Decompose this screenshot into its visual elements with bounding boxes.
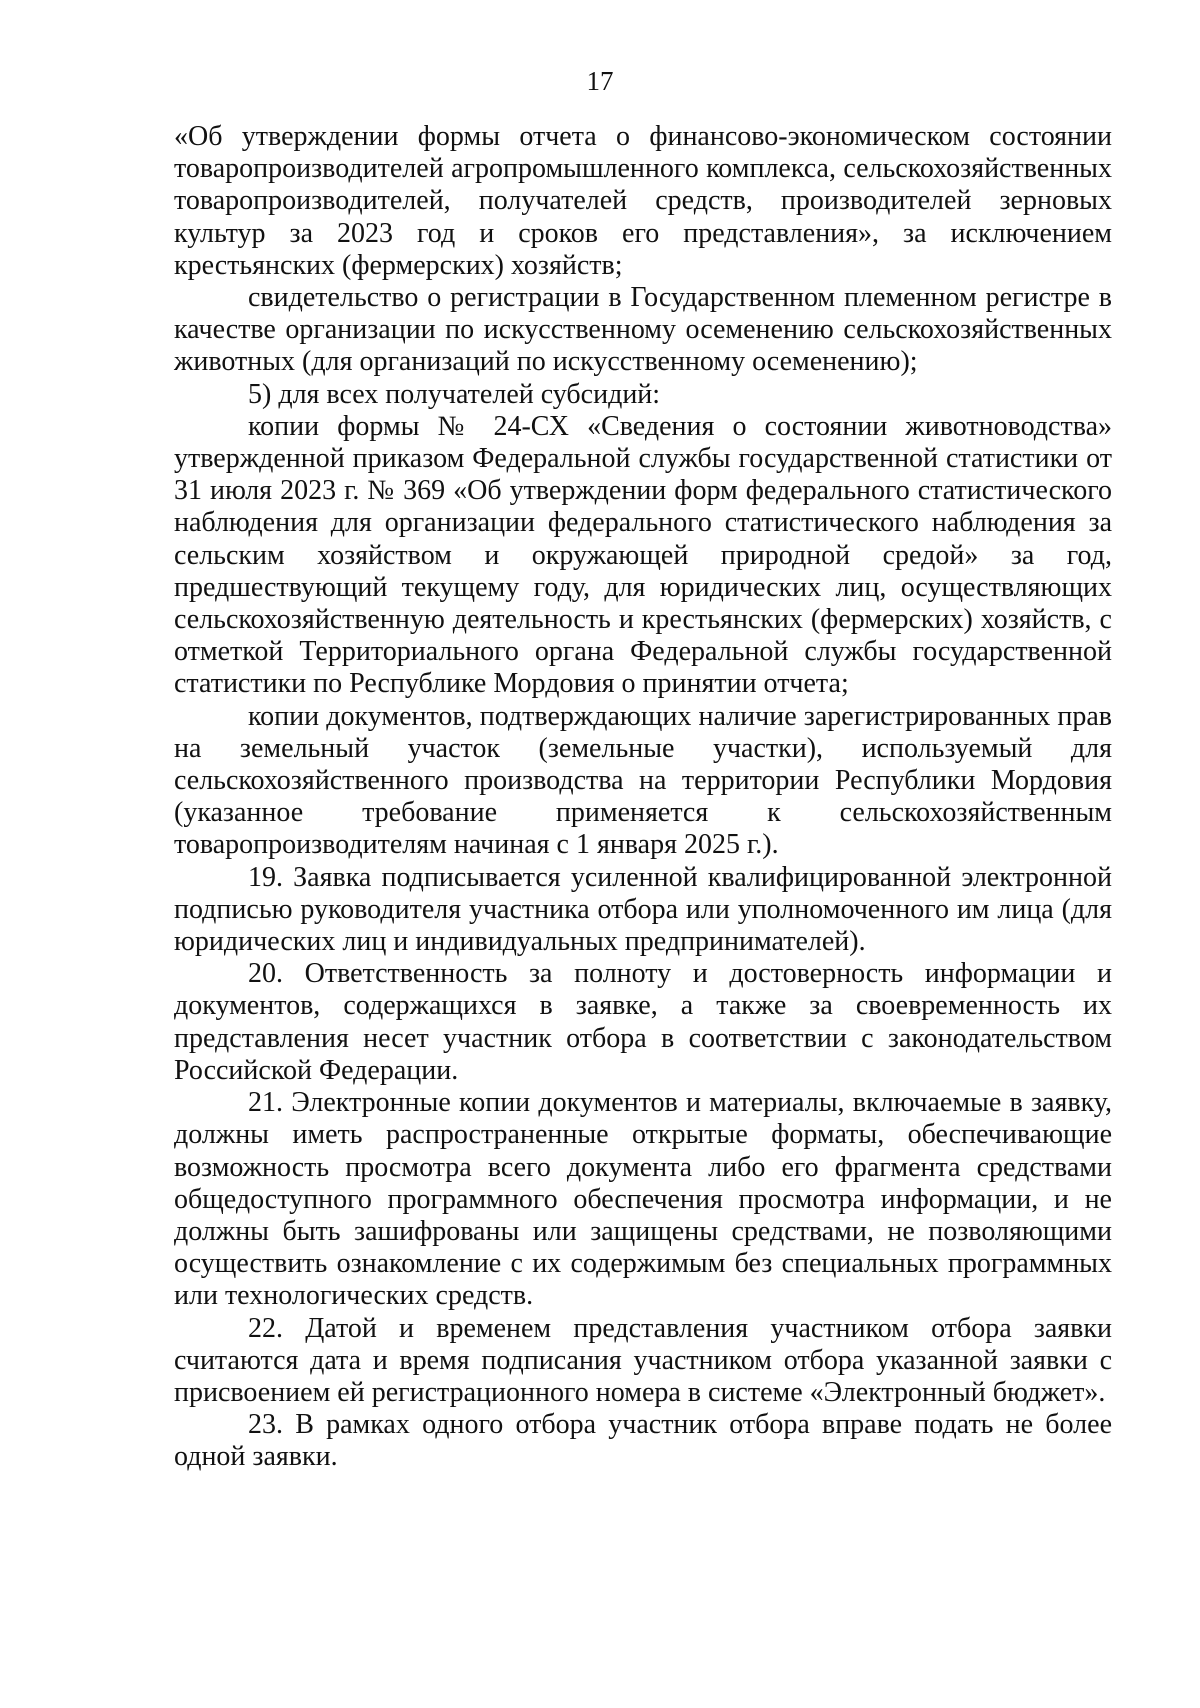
paragraph-item-5-heading: 5) для всех получателей субсидий:: [248, 378, 661, 410]
paragraph-clause-22: 22. Датой и временем представления участником отбора заявки считаются дата и время подписания участником отбора указанной заявки с присвоением ей регистрационного номера в системе «Электронный бюджет».: [174, 1312, 1112, 1408]
paragraph-clause-23: 23. В рамках одного отбора участник отбора вправе подать не более одной заявки.: [174, 1409, 1112, 1473]
paragraph-clause-19: 19. Заявка подписывается усиленной квалифицированной электронной подписью руководителя участника отбора или уполномоченного им лица (для юридических лиц и индивидуальных предпринимателей).: [174, 861, 1112, 958]
paragraph-form-continuation: «Об утверждении формы отчета о финансово-экономическом состоянии товаропроизводителей агропромышленного комплекса, сельскохозяйственных товаропроизводителей, получателей средств, производителей зерновых культур за 2023 год и сроков его представления», за исключением крестьянских (фермерских) хозяйств;: [174, 121, 1112, 281]
page-number: 17: [586, 66, 614, 96]
document-body: [174, 121, 1112, 1474]
paragraph-clause-21: 21. Электронные копии документов и материалы, включаемые в заявку, должны иметь распространенные открытые форматы, обеспечивающие возможность просмотра всего документа либо его фрагмента средствами общедоступного программного обеспечения просмотра информации, и не должны быть зашифрованы или защищены средствами, не позволяющими осуществить ознакомление с их содержимым без специальных программных или технологических средств.: [174, 1087, 1112, 1312]
paragraph-form-24-sx-copies: копии формы № 24-СХ «Сведения о состоянии животноводства» утвержденной приказом Федеральной службы государственной статистики от 31 июля 2023 г. № 369 «Об утверждении форм федерального статистического наблюдения для организации федерального статистического наблюдения за сельским хозяйством и окружающей природной средой» за год, предшествующий текущему году, для юридических лиц, осуществляющих сельскохозяйственную деятельность и крестьянских (фермерских) хозяйств, с отметкой Территориального органа Федеральной службы государственной статистики по Республике Мордовия о принятии отчета;: [174, 410, 1112, 700]
paragraph-land-rights-documents: копии документов, подтверждающих наличие зарегистрированных прав на земельный участок (земельные участки), используемый для сельскохозяйственного производства на территории Республики Мордовия (указанное требование применяется к сельскохозяйственным товаропроизводителям начиная с 1 января 2025 г.).: [174, 700, 1112, 861]
paragraph-clause-20: 20. Ответственность за полноту и достоверность информации и документов, содержащихся в заявке, а также за своевременность их представления несет участник отбора в соответствии с законодательством Российской Федерации.: [174, 958, 1112, 1086]
paragraph-breeding-register-certificate: свидетельство о регистрации в Государственном племенном регистре в качестве организации по искусственному осеменению сельскохозяйственных животных (для организаций по искусственному осеменению);: [174, 282, 1112, 378]
